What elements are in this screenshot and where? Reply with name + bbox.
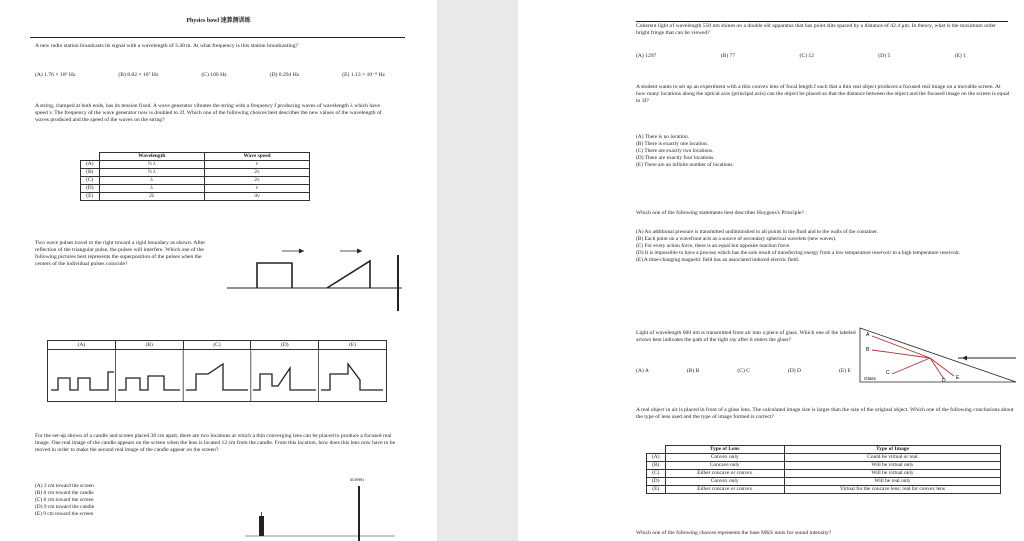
choice-a: (A) There is no location.	[636, 134, 690, 140]
choice-label-c: (C)	[184, 341, 252, 349]
question-2-text: A string, clamped at both ends, has its tension fixed. A wave generator vibrates the string with a frequency f producing waves of wavelength λ which have speed v. The frequency of the wave generator now is doubled to 2f. Which one of the following choices best describes the new values of the wavelength of waves produced and the speed of the waves on the string?	[35, 103, 382, 123]
table-row: (A) Convex only Could be virtual or real	[647, 454, 1001, 462]
choice-label-d: (D)	[251, 341, 319, 349]
question-8-text: Light of wavelength 600 nm is transmitted from air into a piece of glass. Which one of the labeled arrows best indicates the path of the light ray after it enters the glass?	[636, 330, 856, 343]
ray-label-d: D	[942, 378, 946, 384]
column-header-wave-speed: Wave speed	[204, 153, 309, 161]
header-rule	[636, 21, 1008, 22]
question-5-text: Coherent light of wavelength 550 nm shines on a double slit apparatus that has point slits spaced by a distance of 42.4 μm. In theory, what is the maximum order bright fringe that can be viewed?	[636, 23, 996, 36]
question-2-table	[80, 152, 310, 201]
choice-e: (E) 1	[954, 53, 966, 59]
choice-b: (B) B	[686, 368, 700, 374]
column-header-lens: Type of Lens	[665, 446, 784, 454]
ray-label-a: A	[866, 332, 870, 338]
question-7-choices	[636, 229, 1011, 264]
choice-d: (D) There are exactly four locations.	[636, 155, 715, 161]
table-row: (D) λ v	[81, 185, 310, 193]
question-4-text: For the set-up shown of a candle and screen placed 30 cm apart, there are two locations at which a thin converging lens can be placed to produce a focused real image. One real image of the candle appears on the screen when the lens is located 12 cm from the candle. From this location, how does this lens now have to be moved in order to make the second real image of the candle appear on the screen?	[35, 433, 396, 453]
choice-e: (E) A time-changing magnetic field has an associated induced electric field.	[636, 257, 800, 263]
choice-d: (D) It is impossible to have a process which has the sole result of transferring energy from a low temperature reservoir to a high temperature reservoir.	[636, 250, 961, 256]
choice-b: (B) There is exactly one location.	[636, 141, 709, 147]
page-header: Physics bowl 速算测训练	[186, 18, 251, 24]
choice-b: (B) 6 cm toward the candle	[35, 490, 94, 496]
choice-b: (B) 77	[720, 53, 736, 59]
choice-c: (C) For every action force, there is an equal but opposite reaction force.	[636, 243, 791, 249]
choice-e: (E) 1.13 × 10⁻⁸ Hz	[342, 72, 385, 78]
table-row: (B) ½ λ 2v	[81, 169, 310, 177]
header-rule	[30, 37, 405, 38]
column-header-wavelength: Wavelength	[99, 153, 204, 161]
choice-a: (A) 1.76 × 10⁹ Hz	[35, 72, 76, 78]
table-row: (E) 2λ 4v	[81, 193, 310, 201]
choice-a: (A) 3 cm toward the screen	[35, 483, 94, 489]
choice-b: (B) 8.82 × 10⁷ Hz	[118, 72, 159, 78]
question-10-text: Which one of the following choices represents the base MKS units for sound intensity?	[636, 530, 832, 536]
table-row: (E) Either concave or convex Virtual for the concave lens; real for convex lens	[647, 486, 1001, 494]
choice-a: (A) An additional pressure is transmitted undiminished to all points in the fluid and to the walls of the container.	[636, 229, 878, 235]
choice-c: (C) 12	[799, 53, 814, 59]
choice-label-b: (B)	[116, 341, 184, 349]
choice-b: (B) Each point on a wavefront acts as a source of secondary spherical wavelets (new waves).	[636, 236, 837, 242]
table-row: (C) Either concave or convex Will be virtual only	[647, 470, 1001, 478]
screen-label: screen	[350, 477, 364, 483]
question-1-choices	[35, 72, 385, 78]
choice-d: (D) 5	[878, 53, 891, 59]
question-3-choices	[47, 340, 387, 402]
question-3-text: Two wave pulses travel to the right toward a rigid boundary as shown. After reflection of the triangular pulse, the pulses will interfere. Which one of the following pictures best represents the superposition of the pulses when the centers of the individual pulses coincide?	[35, 240, 206, 267]
choice-label-a: (A)	[48, 341, 116, 349]
choice-c: (C) 6 cm toward the screen	[35, 497, 94, 503]
refraction-diagram	[858, 324, 1018, 386]
ray-label-b: B	[866, 347, 870, 353]
ray-label-e: E	[956, 375, 960, 381]
table-header-row	[647, 446, 1001, 454]
question-9-table	[646, 445, 1001, 494]
choice-a: (A) 1297	[636, 53, 657, 59]
table-header-row	[81, 153, 310, 161]
choice-e: (E) 9 cm toward the screen	[35, 511, 94, 517]
wave-pulse-diagram	[222, 233, 407, 313]
question-6-text: A student wants to set up an experiment with a thin convex lens of focal length f such that a thin real object produces a focused real image on a movable screen. At how many locations along the optical axis (principal axis) can the object be placed so that the distance between the object and the focused image on the screen is equal to 3f?	[636, 84, 1010, 104]
choice-c: (C) C	[737, 368, 750, 374]
choice-d: (D) 0.294 Hz	[269, 72, 300, 78]
superposition-options-diagram	[48, 350, 386, 402]
choice-label-e: (E)	[349, 342, 357, 348]
document-page-right	[518, 0, 1024, 541]
table-row: (C) λ 2v	[81, 177, 310, 185]
question-4-choices	[35, 483, 94, 518]
table-row: (A) ½ λ v	[81, 161, 310, 169]
choice-e: (E) E	[839, 368, 851, 374]
document-page-left	[0, 0, 437, 541]
question-9-text: A real object in air is placed in front of a glass lens. The calculated image size is larger than the size of the original object. Which one of the following conclusions about the type of lens used and the type of image formed is correct?	[636, 407, 1014, 420]
choice-d: (D) 9 cm toward the candle	[35, 504, 95, 510]
table-row: (D) Convex only Will be real only	[647, 478, 1001, 486]
choice-d: (D) D	[787, 368, 802, 374]
glass-label: Glass	[864, 376, 876, 381]
choice-e: (E) There are an infinite number of locations.	[636, 162, 734, 168]
choice-c: (C) There are exactly two locations.	[636, 148, 714, 154]
question-1-text: A new radio station broadcasts its signal with a wavelength of 3.40 m. At what frequency is this station broadcasting?	[35, 43, 299, 49]
table-row: (B) Concave only Will be virtual only	[647, 462, 1001, 470]
question-8-choices	[636, 368, 851, 374]
question-5-choices	[636, 53, 966, 59]
choice-c: (C) 100 Hz	[201, 72, 227, 78]
ray-label-c: C	[886, 370, 890, 376]
choice-a: (A) A	[636, 368, 649, 374]
candle-screen-diagram	[245, 484, 395, 541]
question-7-text: Which one of the following statements best describes Huygens's Principle?	[636, 210, 805, 216]
column-header-image: Type of Image	[784, 446, 1000, 454]
question-6-choices	[636, 134, 734, 169]
